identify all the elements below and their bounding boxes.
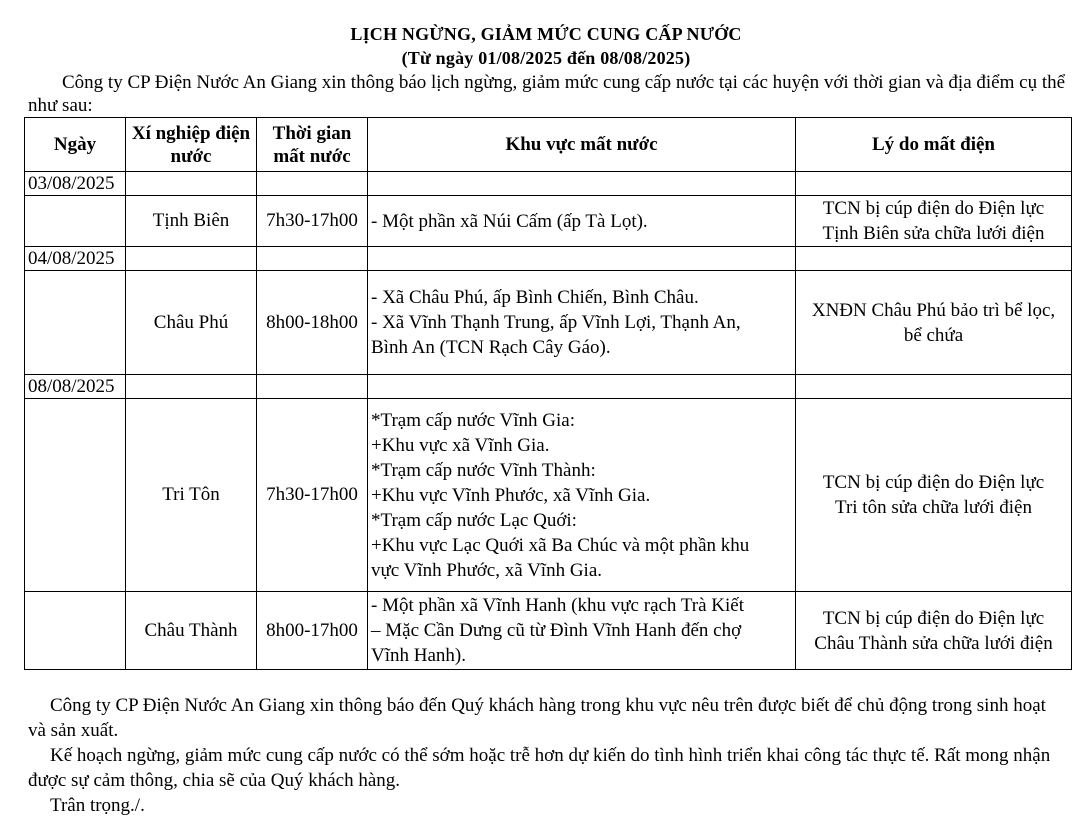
water-outage-schedule-table	[24, 117, 1072, 670]
time-cell: 8h00-17h00	[257, 592, 368, 670]
table-body	[25, 172, 1072, 670]
unit-cell: Châu Phú	[126, 271, 257, 375]
reason-line: TCN bị cúp điện do Điện lực	[822, 472, 1045, 493]
area-line: vực Vĩnh Phước, xã Vĩnh Gia.	[371, 559, 603, 581]
document-title: LỊCH NGỪNG, GIẢM MỨC CUNG CẤP NƯỚC	[350, 24, 742, 44]
empty-cell	[257, 172, 368, 196]
empty-date-cell	[25, 271, 126, 375]
area-line: +Khu vực Vĩnh Phước, xã Vĩnh Gia.	[371, 484, 651, 506]
reason-line: bể chứa	[903, 324, 964, 346]
empty-cell	[796, 375, 1072, 399]
table-header-row	[25, 118, 1072, 172]
table-row	[25, 399, 1072, 592]
area-cell	[368, 592, 796, 670]
empty-cell	[257, 375, 368, 399]
empty-date-cell	[25, 196, 126, 247]
empty-cell	[257, 247, 368, 271]
date-row	[25, 247, 1072, 271]
area-line: – Mặc Cần Dưng cũ từ Đình Vĩnh Hanh đến chợ	[371, 620, 742, 641]
area-cell	[368, 399, 796, 592]
footer-block	[28, 693, 1068, 818]
footer-paragraph-notice: Công ty CP Điện Nước An Giang xin thông báo đến Quý khách hàng trong khu vực nêu trên được biết để chủ động trong sinh hoạt và sản xuất.	[28, 695, 1046, 741]
header-date: Ngày	[25, 118, 126, 172]
empty-cell	[126, 375, 257, 399]
date-range-subtitle: (Từ ngày 01/08/2025 đến 08/08/2025)	[401, 48, 691, 68]
intro-paragraph: Công ty CP Điện Nước An Giang xin thông báo lịch ngừng, giảm mức cung cấp nước tại các huyện với thời gian và địa điểm cụ thể như sau:	[28, 72, 1066, 116]
footer-paragraph-plan: Kế hoạch ngừng, giảm mức cung cấp nước có thể sớm hoặc trễ hơn dự kiến do tình hình triển khai công tác thực tế. Rất mong nhận được sự cảm thông, chia sẽ của Quý khách hàng.	[28, 745, 1051, 791]
unit-cell: Châu Thành	[126, 592, 257, 670]
reason-line: TCN bị cúp điện do Điện lực	[822, 198, 1045, 219]
unit-cell: Tịnh Biên	[126, 196, 257, 247]
area-line: +Khu vực Lạc Quới xã Ba Chúc và một phần khu	[371, 534, 750, 556]
reason-cell	[796, 592, 1072, 670]
area-cell	[368, 196, 796, 247]
empty-date-cell	[25, 399, 126, 592]
area-line: *Trạm cấp nước Lạc Quới:	[371, 509, 577, 531]
time-cell: 7h30-17h00	[257, 196, 368, 247]
empty-cell	[796, 172, 1072, 196]
reason-line: Tri tôn sửa chữa lưới điện	[835, 497, 1032, 518]
time-cell: 7h30-17h00	[257, 399, 368, 592]
area-line: Vĩnh Hanh).	[371, 645, 466, 666]
date-row	[25, 172, 1072, 196]
header-unit: Xí nghiệp điện nước	[126, 118, 257, 172]
unit-cell: Tri Tôn	[126, 399, 257, 592]
date-cell: 08/08/2025	[25, 375, 126, 399]
empty-cell	[126, 247, 257, 271]
header-time: Thời gian mất nước	[257, 118, 368, 172]
table-row	[25, 196, 1072, 247]
reason-line: XNĐN Châu Phú bảo trì bể lọc,	[811, 299, 1056, 321]
area-line: Bình An (TCN Rạch Cây Gáo).	[371, 337, 611, 358]
empty-cell	[126, 172, 257, 196]
time-cell: 8h00-18h00	[257, 271, 368, 375]
reason-line: TCN bị cúp điện do Điện lực	[822, 607, 1045, 629]
table-row	[25, 592, 1072, 670]
empty-cell	[368, 375, 796, 399]
area-line: - Một phần xã Núi Cấm (ấp Tà Lọt).	[371, 210, 648, 232]
empty-cell	[796, 247, 1072, 271]
date-cell: 04/08/2025	[25, 247, 126, 271]
empty-cell	[368, 172, 796, 196]
footer-closing: Trân trọng./.	[50, 795, 145, 816]
header-area: Khu vực mất nước	[368, 118, 796, 172]
area-cell	[368, 271, 796, 375]
empty-cell	[368, 247, 796, 271]
reason-cell	[796, 271, 1072, 375]
area-line: - Xã Vĩnh Thạnh Trung, ấp Vĩnh Lợi, Thạnh An,	[371, 312, 741, 333]
area-line: *Trạm cấp nước Vĩnh Thành:	[371, 459, 596, 481]
empty-date-cell	[25, 592, 126, 670]
area-line: *Trạm cấp nước Vĩnh Gia:	[371, 409, 575, 431]
reason-cell	[796, 196, 1072, 247]
header-reason: Lý do mất điện	[796, 118, 1072, 172]
reason-line: Tịnh Biên sửa chữa lưới điện	[822, 223, 1045, 244]
area-line: +Khu vực xã Vĩnh Gia.	[371, 434, 550, 456]
area-line: - Một phần xã Vĩnh Hanh (khu vực rạch Trà Kiết	[371, 595, 744, 616]
table-row	[25, 271, 1072, 375]
date-row	[25, 375, 1072, 399]
area-line: - Xã Châu Phú, ấp Bình Chiến, Bình Châu.	[371, 287, 699, 308]
reason-cell	[796, 399, 1072, 592]
reason-line: Châu Thành sửa chữa lưới điện	[814, 632, 1053, 654]
date-cell: 03/08/2025	[25, 172, 126, 196]
